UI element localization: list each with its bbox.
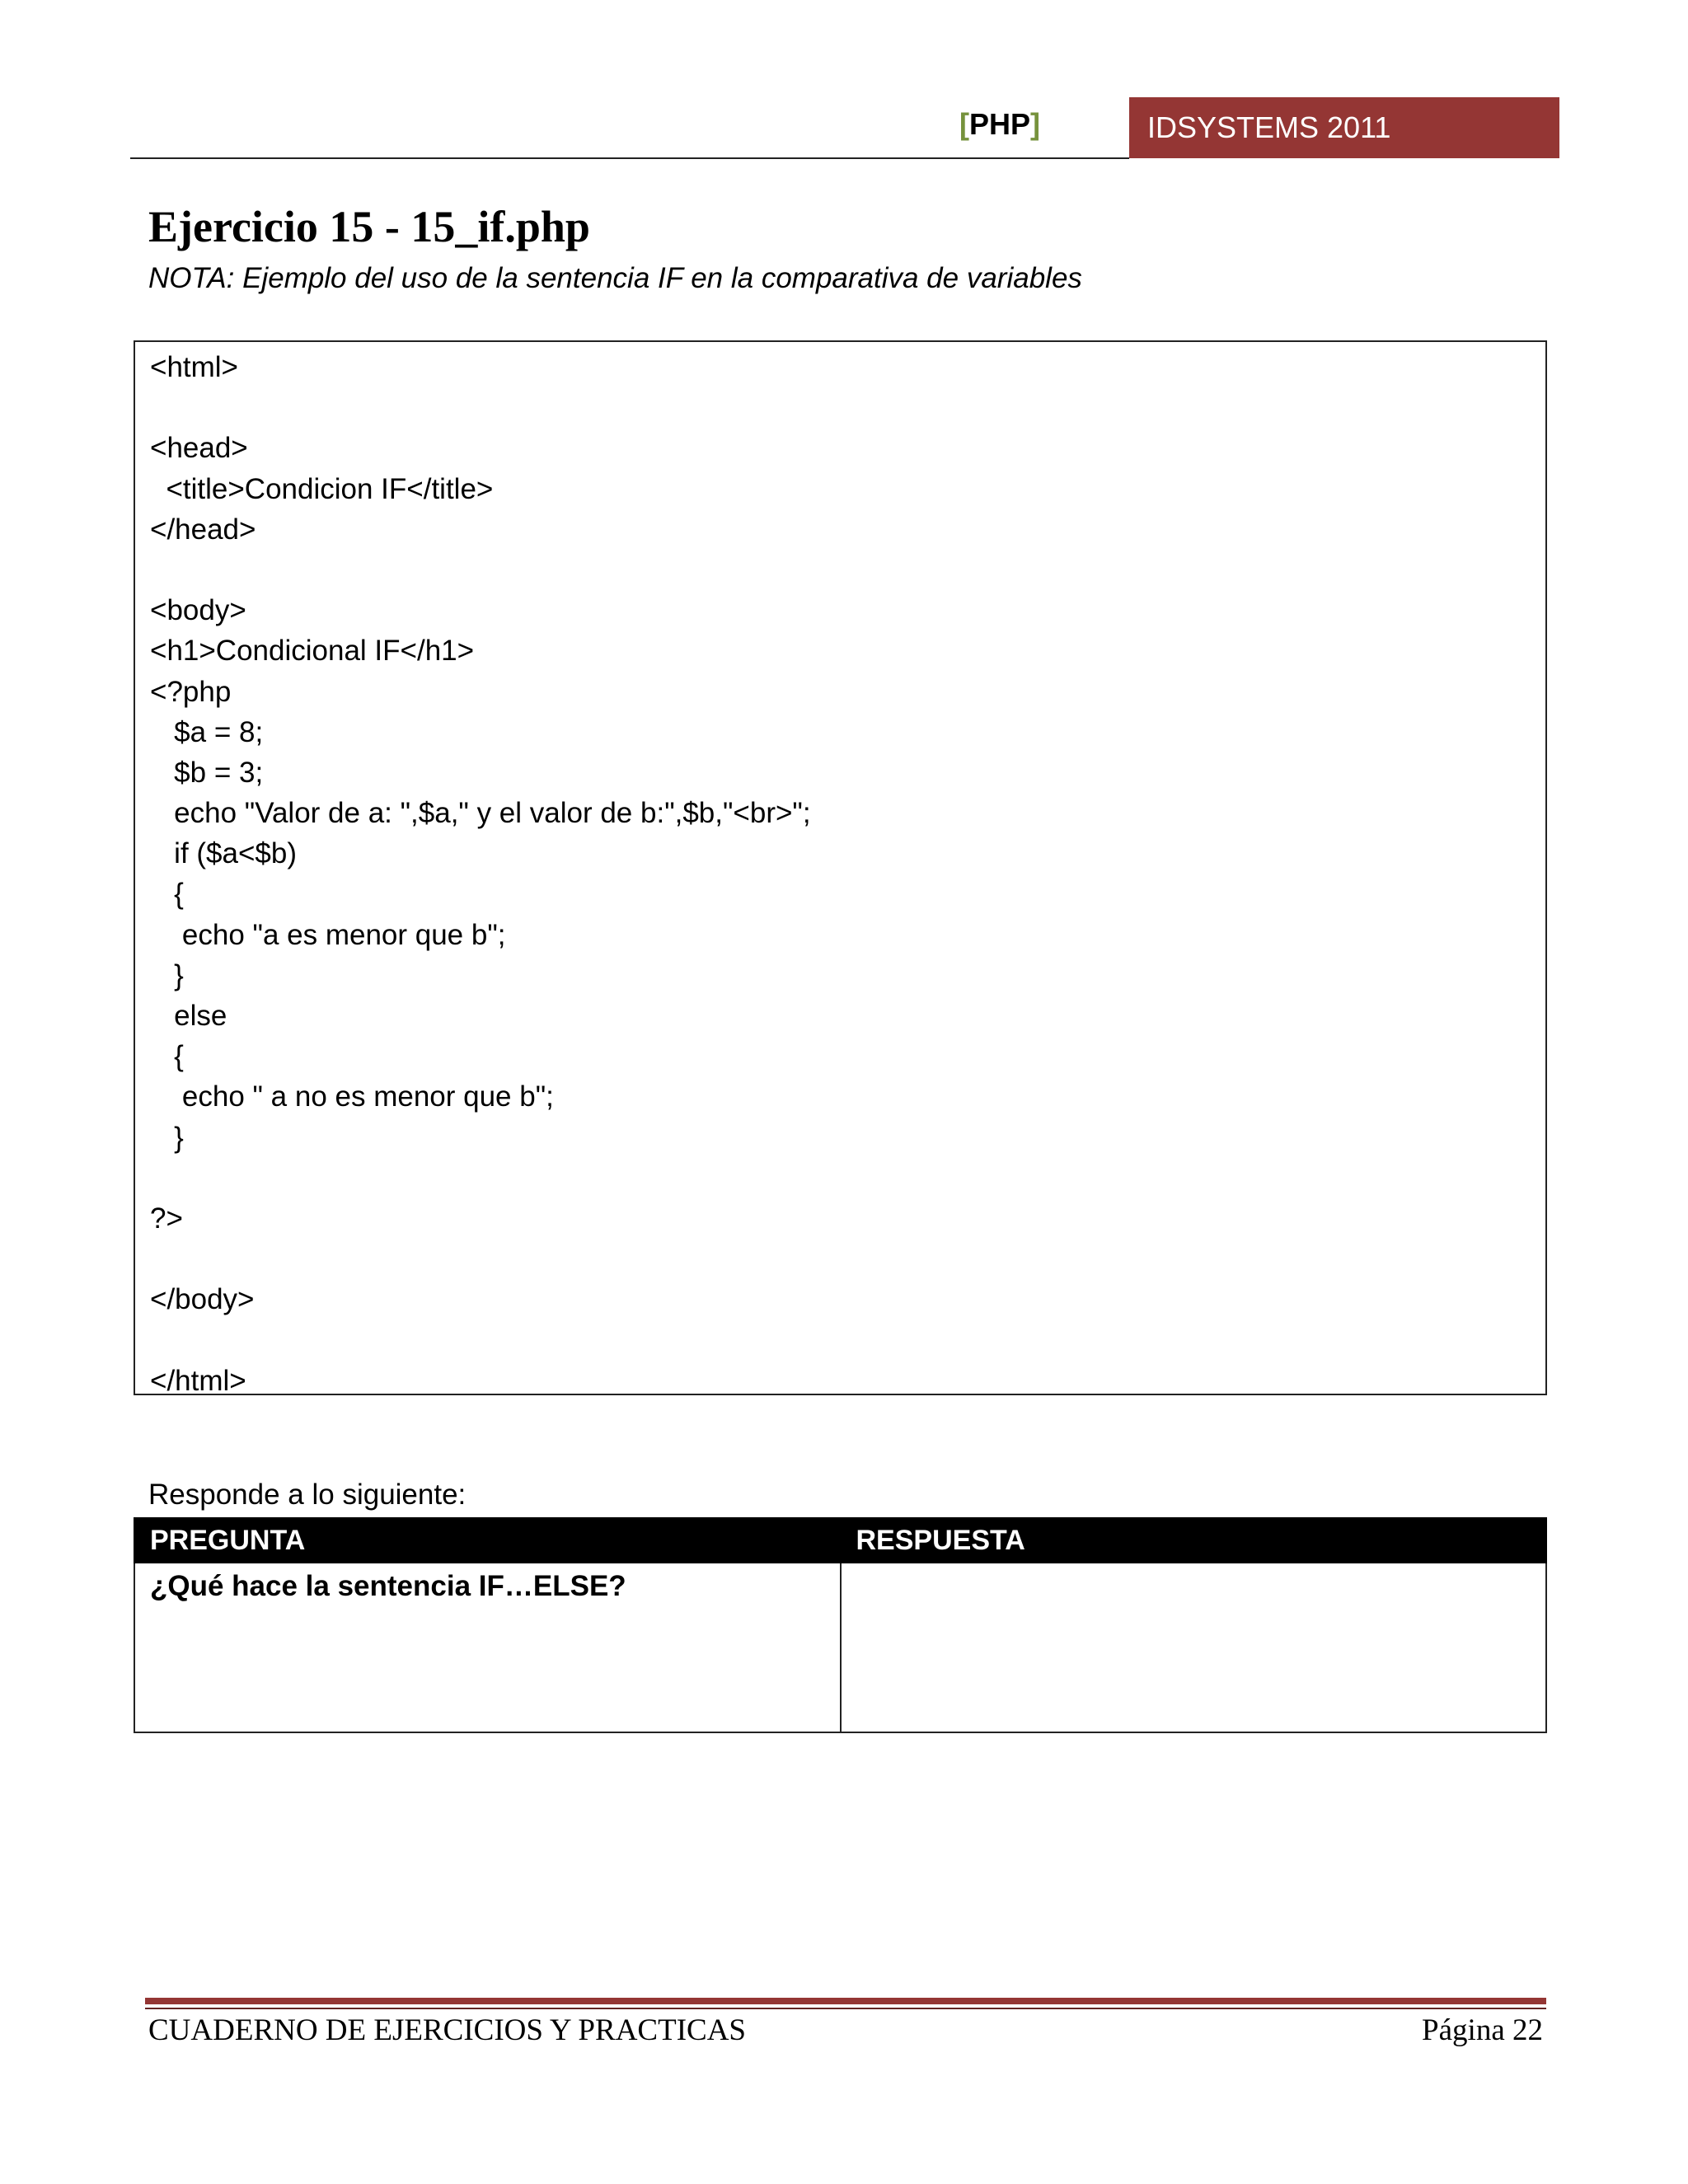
code-line: echo "Valor de a: ",$a," y el valor de b:",$b,"<br>";: [150, 797, 811, 830]
column-header-question: PREGUNTA: [134, 1518, 841, 1563]
question-cell: ¿Qué hace la sentencia IF…ELSE?: [134, 1563, 841, 1732]
header-bracket-close: ]: [1030, 107, 1040, 141]
code-line: [150, 1239, 1545, 1279]
header-tag: [959, 107, 1040, 142]
footer-title: CUADERNO DE EJERCICIOS Y PRACTICAS: [148, 2013, 746, 2047]
page-number: Página 22: [1422, 2013, 1543, 2047]
code-line: {: [150, 878, 184, 911]
code-line: </html>: [150, 1364, 246, 1397]
code-line: }: [150, 958, 184, 991]
code-line: <body>: [150, 594, 246, 627]
code-line: else: [150, 1000, 227, 1032]
header-tag-text: PHP: [968, 107, 1030, 141]
code-line: </body>: [150, 1283, 255, 1316]
code-line: <head>: [150, 432, 248, 465]
column-header-answer: RESPUESTA: [841, 1518, 1547, 1563]
header-band-text: IDSYSTEMS 2011: [1147, 110, 1391, 144]
question-table: [134, 1517, 1547, 1733]
questions-intro: Responde a lo siguiente:: [148, 1479, 467, 1511]
code-line: if ($a<$b): [150, 837, 298, 870]
exercise-title: Ejercicio 15 - 15_if.php: [148, 202, 590, 251]
code-line: $b = 3;: [150, 756, 264, 789]
exercise-note: NOTA: Ejemplo del uso de la sentencia IF en la comparativa de variables: [148, 262, 1082, 294]
code-line: </head>: [150, 513, 256, 546]
code-line: <title>Condicion IF</title>: [150, 472, 494, 505]
code-line: [150, 387, 1545, 428]
code-line: [150, 1158, 1545, 1198]
code-line: ?>: [150, 1202, 183, 1235]
code-line: echo "a es menor que b";: [150, 918, 506, 951]
code-line: <h1>Condicional IF</h1>: [150, 635, 475, 668]
code-line: [150, 1320, 1545, 1361]
footer-rule-thin: [145, 2008, 1546, 2009]
code-line: {: [150, 1040, 184, 1073]
code-box: [134, 340, 1547, 1395]
table-row: [134, 1563, 1546, 1732]
code-line: <html>: [150, 351, 238, 383]
footer-rule: [145, 1998, 1546, 2004]
code-line: <?php: [150, 675, 232, 708]
code-line: [150, 550, 1545, 590]
code-line: $a = 8;: [150, 715, 264, 748]
question-table-header: [134, 1518, 1546, 1563]
answer-cell[interactable]: [841, 1563, 1547, 1732]
code-line: echo " a no es menor que b";: [150, 1080, 554, 1113]
header-rule: [130, 157, 1129, 159]
code-line: }: [150, 1121, 184, 1154]
header-bracket-open: [: [959, 107, 969, 141]
header-band: [1129, 97, 1559, 158]
